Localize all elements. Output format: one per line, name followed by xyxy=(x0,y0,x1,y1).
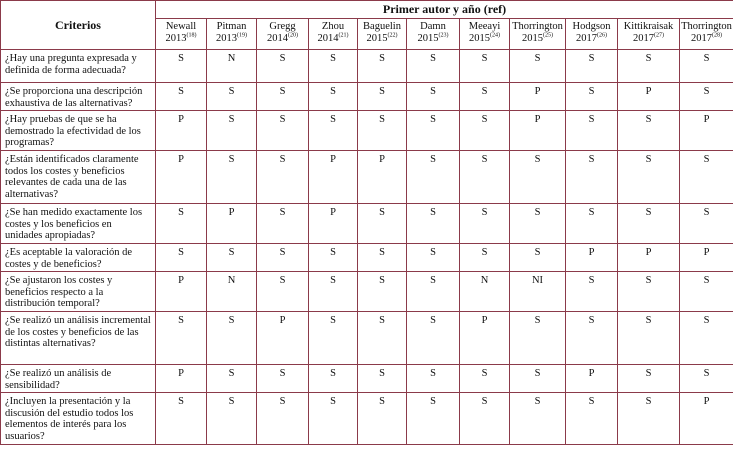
rating-cell: S xyxy=(460,393,510,445)
rating-cell: S xyxy=(207,312,257,365)
rating-cell: P xyxy=(156,111,207,151)
author-year-group-header: Primer autor y año (ref) xyxy=(156,1,733,19)
rating-cell: S xyxy=(257,83,309,111)
rating-cell: S xyxy=(680,365,733,393)
column-year: 2017 xyxy=(576,32,597,44)
rating-cell: NI xyxy=(510,272,566,312)
column-author: Thorrington xyxy=(681,21,732,32)
column-header xyxy=(207,19,257,50)
column-year: 2014 xyxy=(317,32,339,44)
table-body xyxy=(1,50,733,445)
rating-cell: P xyxy=(510,83,566,111)
column-year: 2013 xyxy=(216,32,237,44)
column-author: Zhou xyxy=(321,21,345,32)
rating-cell: S xyxy=(309,83,358,111)
table-row xyxy=(1,393,733,445)
rating-cell: S xyxy=(460,244,510,272)
rating-cell: S xyxy=(618,50,680,83)
rating-cell: S xyxy=(207,365,257,393)
rating-cell: S xyxy=(407,204,460,244)
rating-cell: P xyxy=(257,312,309,365)
rating-cell: S xyxy=(680,50,733,83)
rating-cell: P xyxy=(566,365,618,393)
rating-cell: P xyxy=(309,204,358,244)
rating-cell: S xyxy=(566,83,618,111)
column-author: Meeayi xyxy=(468,21,501,32)
rating-cell: S xyxy=(156,50,207,83)
rating-cell: S xyxy=(257,393,309,445)
rating-cell: S xyxy=(358,365,407,393)
column-year: 2017 xyxy=(633,32,654,44)
table-row xyxy=(1,50,733,83)
rating-cell: S xyxy=(309,312,358,365)
rating-cell: P xyxy=(680,111,733,151)
rating-cell: S xyxy=(566,151,618,204)
rating-cell: S xyxy=(680,312,733,365)
column-ref: (23) xyxy=(438,32,449,38)
column-ref: (24) xyxy=(490,32,500,38)
rating-cell: S xyxy=(257,204,309,244)
column-year: 2015 xyxy=(366,32,388,44)
rating-cell: P xyxy=(566,244,618,272)
table-row xyxy=(1,244,733,272)
column-header xyxy=(618,19,680,50)
rating-cell: S xyxy=(407,244,460,272)
rating-cell: S xyxy=(618,204,680,244)
rating-cell: P xyxy=(510,111,566,151)
rating-cell: S xyxy=(257,151,309,204)
rating-cell: S xyxy=(618,111,680,151)
rating-cell: S xyxy=(566,204,618,244)
rating-cell: S xyxy=(358,111,407,151)
column-header xyxy=(460,19,510,50)
rating-cell: S xyxy=(358,393,407,445)
column-ref: (22) xyxy=(387,32,398,38)
rating-cell: S xyxy=(566,312,618,365)
rating-cell: N xyxy=(207,50,257,83)
criterion-cell: ¿Se realizó un análisis incremental de los costes y beneficios de las distintas alternativas? xyxy=(1,312,156,365)
rating-cell: S xyxy=(680,272,733,312)
column-ref: (19) xyxy=(237,32,247,38)
rating-cell: N xyxy=(460,272,510,312)
rating-cell: S xyxy=(460,50,510,83)
criterion-cell: ¿Hay pruebas de que se ha demostrado la efectividad de los programas? xyxy=(1,111,156,151)
column-year: 2015 xyxy=(417,32,439,44)
column-ref: (25) xyxy=(543,32,553,38)
column-author: Pitman xyxy=(216,21,247,32)
rating-cell: N xyxy=(207,272,257,312)
rating-cell: S xyxy=(407,272,460,312)
rating-cell: S xyxy=(257,272,309,312)
column-author: Gregg xyxy=(269,21,296,32)
criteria-header: Criterios xyxy=(1,1,156,50)
rating-cell: P xyxy=(460,312,510,365)
column-header xyxy=(510,19,566,50)
rating-cell: S xyxy=(618,151,680,204)
rating-cell: S xyxy=(407,151,460,204)
rating-cell: S xyxy=(257,111,309,151)
rating-cell: S xyxy=(309,365,358,393)
column-year: 2015 xyxy=(469,32,490,44)
column-header xyxy=(407,19,460,50)
rating-cell: S xyxy=(156,244,207,272)
rating-cell: S xyxy=(358,204,407,244)
rating-cell: S xyxy=(510,365,566,393)
rating-cell: P xyxy=(618,83,680,111)
rating-cell: S xyxy=(309,111,358,151)
column-header xyxy=(309,19,358,50)
column-ref: (28) xyxy=(712,32,723,38)
rating-cell: S xyxy=(407,50,460,83)
rating-cell: S xyxy=(566,111,618,151)
criterion-cell: ¿Se proporciona una descripción exhaustiva de las alternativas? xyxy=(1,83,156,111)
rating-cell: S xyxy=(510,312,566,365)
rating-cell: S xyxy=(618,365,680,393)
rating-cell: S xyxy=(510,393,566,445)
column-header xyxy=(358,19,407,50)
rating-cell: S xyxy=(207,244,257,272)
rating-cell: S xyxy=(460,83,510,111)
rating-cell: P xyxy=(358,151,407,204)
rating-cell: S xyxy=(407,83,460,111)
criterion-cell: ¿Se realizó un análisis de sensibilidad? xyxy=(1,365,156,393)
rating-cell: P xyxy=(156,151,207,204)
column-header xyxy=(566,19,618,50)
rating-cell: S xyxy=(309,272,358,312)
rating-cell: P xyxy=(680,244,733,272)
rating-cell: S xyxy=(156,312,207,365)
rating-cell: P xyxy=(618,244,680,272)
criterion-cell: ¿Incluyen la presentación y la discusión del estudio todos los elementos de interés para los usuarios? xyxy=(1,393,156,445)
rating-cell: S xyxy=(407,393,460,445)
column-author: Kittikraisak xyxy=(623,21,674,32)
rating-cell: S xyxy=(207,393,257,445)
rating-cell: S xyxy=(358,50,407,83)
rating-cell: S xyxy=(257,244,309,272)
column-year: 2015 xyxy=(522,32,543,44)
rating-cell: S xyxy=(407,312,460,365)
table-row xyxy=(1,272,733,312)
rating-cell: S xyxy=(618,312,680,365)
criterion-cell: ¿Se han medido exactamente los costes y los beneficios en unidades apropiadas? xyxy=(1,204,156,244)
rating-cell: S xyxy=(309,50,358,83)
column-author: Damn xyxy=(420,21,446,32)
column-author: Newall xyxy=(165,21,197,32)
rating-cell: S xyxy=(407,111,460,151)
column-author: Baguelin xyxy=(363,21,401,32)
column-year: 2014 xyxy=(267,32,288,44)
rating-cell: P xyxy=(680,393,733,445)
table-row xyxy=(1,83,733,111)
rating-cell: S xyxy=(566,393,618,445)
rating-cell: S xyxy=(510,50,566,83)
rating-cell: S xyxy=(460,204,510,244)
criterion-cell: ¿Hay una pregunta expresada y definida de forma adecuada? xyxy=(1,50,156,83)
column-author: Thorrington xyxy=(512,21,563,32)
rating-cell: S xyxy=(358,312,407,365)
column-ref: (27) xyxy=(654,32,664,38)
rating-cell: S xyxy=(680,83,733,111)
rating-cell: S xyxy=(207,111,257,151)
rating-cell: P xyxy=(207,204,257,244)
column-author: Hodgson xyxy=(572,21,611,32)
rating-cell: S xyxy=(156,393,207,445)
rating-cell: S xyxy=(566,272,618,312)
criterion-cell: ¿Se ajustaron los costes y beneficios respecto a la distribución temporal? xyxy=(1,272,156,312)
criterion-cell: ¿Están identificados claramente todos los costes y beneficios relevantes de cada una de las alternativas? xyxy=(1,151,156,204)
rating-cell: S xyxy=(510,204,566,244)
column-year: 2017 xyxy=(691,32,713,44)
column-ref: (18) xyxy=(186,32,197,38)
column-header xyxy=(680,19,733,50)
table-row xyxy=(1,151,733,204)
rating-cell: S xyxy=(309,244,358,272)
rating-cell: S xyxy=(510,244,566,272)
column-header xyxy=(156,19,207,50)
rating-cell: S xyxy=(207,83,257,111)
rating-cell: S xyxy=(207,151,257,204)
column-ref: (21) xyxy=(338,32,349,38)
rating-cell: S xyxy=(618,393,680,445)
table-row xyxy=(1,312,733,365)
rating-cell: S xyxy=(257,365,309,393)
rating-cell: S xyxy=(358,83,407,111)
column-ref: (20) xyxy=(288,32,298,38)
rating-cell: S xyxy=(156,83,207,111)
rating-cell: S xyxy=(618,272,680,312)
rating-cell: S xyxy=(680,204,733,244)
rating-cell: S xyxy=(460,151,510,204)
rating-cell: P xyxy=(156,365,207,393)
rating-cell: S xyxy=(680,151,733,204)
rating-cell: S xyxy=(566,50,618,83)
rating-cell: S xyxy=(156,204,207,244)
table-row xyxy=(1,365,733,393)
column-ref: (26) xyxy=(597,32,607,38)
column-year: 2013 xyxy=(165,32,187,44)
rating-cell: S xyxy=(309,393,358,445)
rating-cell: S xyxy=(510,151,566,204)
column-header xyxy=(257,19,309,50)
rating-cell: S xyxy=(358,272,407,312)
table-row xyxy=(1,111,733,151)
rating-cell: S xyxy=(460,111,510,151)
rating-cell: P xyxy=(156,272,207,312)
table-row xyxy=(1,204,733,244)
rating-cell: P xyxy=(309,151,358,204)
rating-cell: S xyxy=(257,50,309,83)
criterion-cell: ¿Es aceptable la valoración de costes y de beneficios? xyxy=(1,244,156,272)
rating-cell: S xyxy=(460,365,510,393)
rating-cell: S xyxy=(358,244,407,272)
rating-cell: S xyxy=(407,365,460,393)
